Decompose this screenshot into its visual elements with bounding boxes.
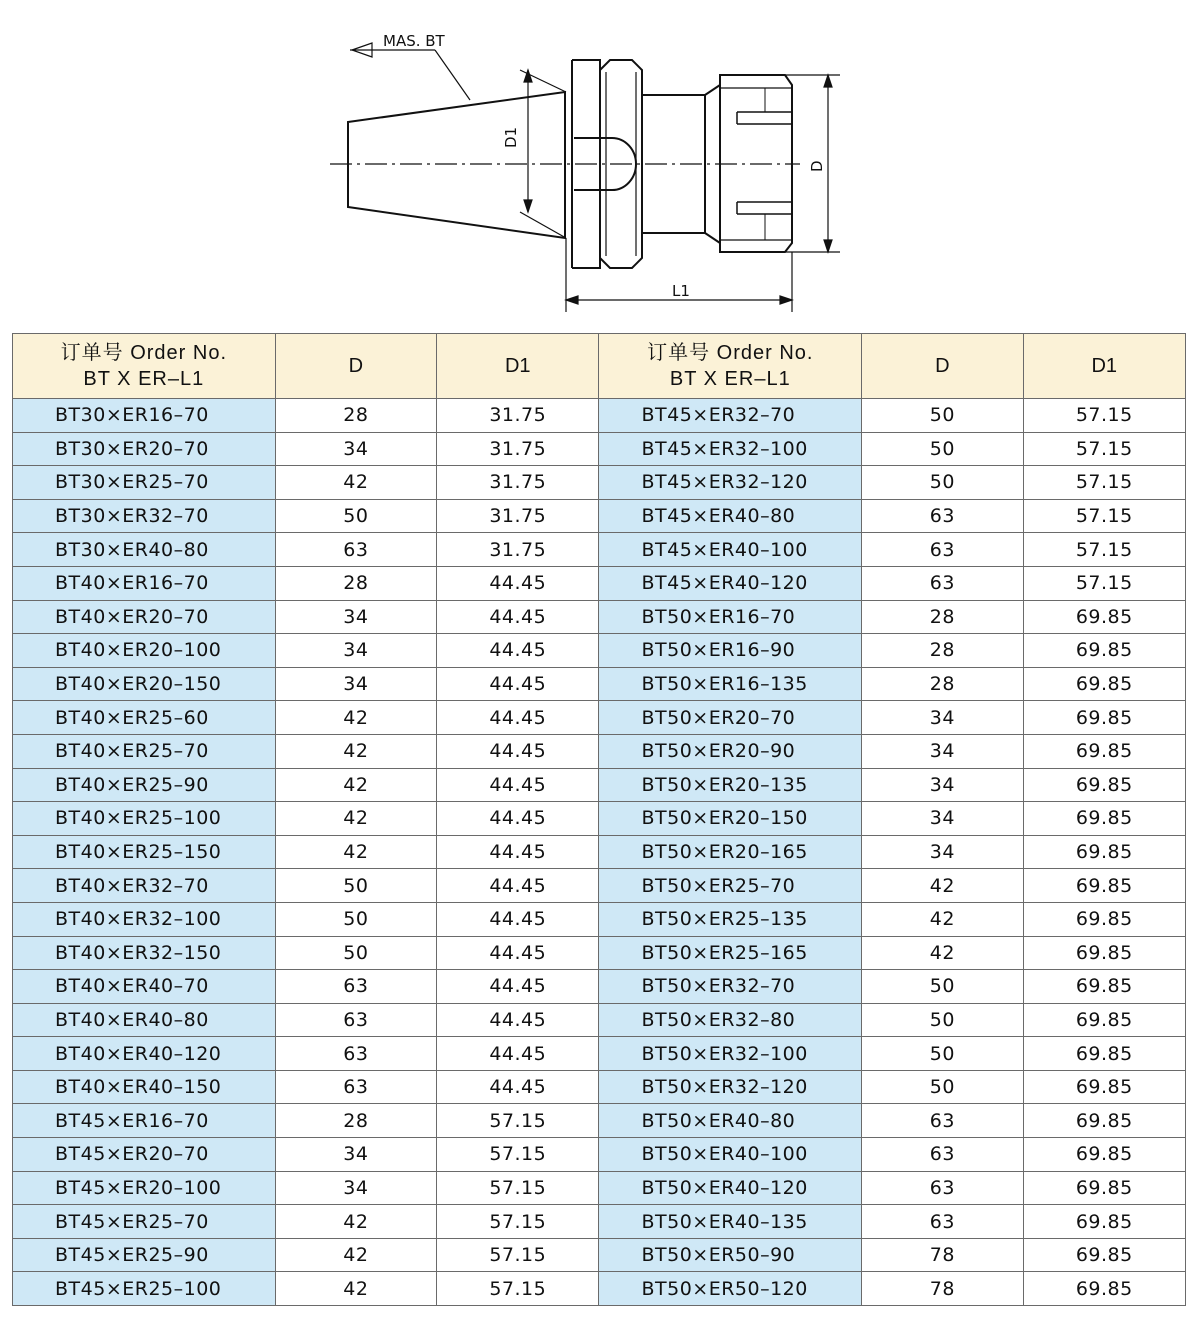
cell-order-no-left: BT30×ER20–70	[13, 432, 276, 466]
cell-order-no-right: BT50×ER25–165	[599, 936, 862, 970]
l1-label: L1	[672, 282, 690, 300]
cell-d-right: 78	[862, 1238, 1023, 1272]
cell-d-left: 50	[275, 902, 436, 936]
cell-order-no-left: BT40×ER40–80	[13, 1003, 276, 1037]
cell-d-right: 34	[862, 835, 1023, 869]
header-order-line1: 订单号 Order No.	[647, 342, 814, 364]
cell-d1-left: 31.75	[437, 399, 599, 433]
cell-d-right: 50	[862, 1070, 1023, 1104]
header-d1-left: D1	[437, 334, 599, 399]
cell-order-no-left: BT40×ER40–150	[13, 1070, 276, 1104]
cell-d-right: 63	[862, 1171, 1023, 1205]
cell-d1-left: 31.75	[437, 499, 599, 533]
cell-d1-left: 44.45	[437, 701, 599, 735]
cell-d1-right: 69.85	[1023, 667, 1185, 701]
cell-d-left: 63	[275, 970, 436, 1004]
cell-d1-right: 69.85	[1023, 768, 1185, 802]
cell-order-no-right: BT50×ER20–90	[599, 734, 862, 768]
cell-d-left: 50	[275, 869, 436, 903]
cell-d1-right: 69.85	[1023, 902, 1185, 936]
header-order-no-right	[599, 334, 862, 399]
cell-d-left: 63	[275, 1037, 436, 1071]
cell-d-right: 42	[862, 936, 1023, 970]
cell-d-left: 28	[275, 566, 436, 600]
cell-d1-right: 57.15	[1023, 499, 1185, 533]
cell-d1-left: 57.15	[437, 1272, 599, 1306]
cell-order-no-right: BT50×ER40–120	[599, 1171, 862, 1205]
cell-d1-left: 44.45	[437, 1037, 599, 1071]
cell-d-left: 34	[275, 1171, 436, 1205]
cell-d-right: 34	[862, 802, 1023, 836]
cell-order-no-left: BT30×ER25–70	[13, 466, 276, 500]
cell-d-right: 63	[862, 533, 1023, 567]
cell-d1-right: 57.15	[1023, 432, 1185, 466]
cell-d1-left: 44.45	[437, 1070, 599, 1104]
cell-d1-right: 57.15	[1023, 399, 1185, 433]
cell-d-right: 42	[862, 869, 1023, 903]
cell-d-left: 42	[275, 1238, 436, 1272]
cell-d1-left: 44.45	[437, 902, 599, 936]
cell-d1-right: 69.85	[1023, 869, 1185, 903]
table-row	[13, 499, 1186, 533]
cell-order-no-left: BT40×ER20–100	[13, 634, 276, 668]
table-row	[13, 466, 1186, 500]
cell-d1-left: 57.15	[437, 1205, 599, 1239]
cell-order-no-right: BT50×ER32–80	[599, 1003, 862, 1037]
cell-d-right: 28	[862, 667, 1023, 701]
cell-order-no-right: BT50×ER16–135	[599, 667, 862, 701]
cell-order-no-right: BT50×ER40–135	[599, 1205, 862, 1239]
cell-d-right: 34	[862, 734, 1023, 768]
taper-label: MAS. BT	[383, 32, 445, 50]
cell-d1-right: 69.85	[1023, 1138, 1185, 1172]
cell-order-no-left: BT45×ER25–100	[13, 1272, 276, 1306]
cell-d-right: 50	[862, 466, 1023, 500]
table-header	[13, 334, 1186, 399]
cell-d-left: 42	[275, 835, 436, 869]
cell-d-left: 28	[275, 399, 436, 433]
cell-order-no-right: BT45×ER32–70	[599, 399, 862, 433]
cell-order-no-right: BT45×ER32–100	[599, 432, 862, 466]
cell-d1-right: 69.85	[1023, 1272, 1185, 1306]
table-row	[13, 1037, 1186, 1071]
table-row	[13, 768, 1186, 802]
cell-d-left: 50	[275, 936, 436, 970]
cell-d1-right: 69.85	[1023, 1238, 1185, 1272]
cell-d1-left: 57.15	[437, 1138, 599, 1172]
cell-order-no-right: BT50×ER20–70	[599, 701, 862, 735]
cell-d1-right: 69.85	[1023, 1104, 1185, 1138]
cell-order-no-right: BT50×ER40–100	[599, 1138, 862, 1172]
table-row	[13, 1238, 1186, 1272]
cell-order-no-right: BT50×ER32–100	[599, 1037, 862, 1071]
table-body	[13, 399, 1186, 1306]
cell-d1-left: 44.45	[437, 566, 599, 600]
cell-d1-left: 31.75	[437, 432, 599, 466]
cell-order-no-right: BT50×ER16–90	[599, 634, 862, 668]
cell-order-no-left: BT40×ER25–90	[13, 768, 276, 802]
cell-order-no-left: BT40×ER40–120	[13, 1037, 276, 1071]
table-row	[13, 600, 1186, 634]
table-row	[13, 1205, 1186, 1239]
cell-d-right: 63	[862, 566, 1023, 600]
cell-d1-right: 69.85	[1023, 1070, 1185, 1104]
cell-order-no-right: BT50×ER25–70	[599, 869, 862, 903]
cell-order-no-right: BT45×ER32–120	[599, 466, 862, 500]
cell-d-right: 28	[862, 634, 1023, 668]
cell-d1-left: 44.45	[437, 734, 599, 768]
cell-d1-right: 69.85	[1023, 600, 1185, 634]
cell-order-no-left: BT40×ER20–150	[13, 667, 276, 701]
cell-order-no-left: BT40×ER32–70	[13, 869, 276, 903]
cell-order-no-left: BT40×ER25–100	[13, 802, 276, 836]
cell-d-left: 42	[275, 701, 436, 735]
cell-order-no-right: BT50×ER32–120	[599, 1070, 862, 1104]
cell-order-no-right: BT50×ER50–90	[599, 1238, 862, 1272]
tool-holder-svg	[0, 0, 1200, 330]
cell-d1-left: 44.45	[437, 970, 599, 1004]
cell-order-no-right: BT45×ER40–120	[599, 566, 862, 600]
table-row	[13, 936, 1186, 970]
cell-d-left: 42	[275, 1205, 436, 1239]
table-row	[13, 734, 1186, 768]
table-row	[13, 399, 1186, 433]
cell-d-left: 42	[275, 1272, 436, 1306]
cell-order-no-right: BT50×ER40–80	[599, 1104, 862, 1138]
cell-d-left: 63	[275, 1003, 436, 1037]
d-label: D	[808, 160, 826, 172]
spec-table	[12, 333, 1186, 1306]
cell-d-left: 28	[275, 1104, 436, 1138]
cell-d-right: 50	[862, 399, 1023, 433]
cell-order-no-left: BT30×ER16–70	[13, 399, 276, 433]
table-row	[13, 1070, 1186, 1104]
cell-d-right: 63	[862, 1104, 1023, 1138]
cell-d1-right: 57.15	[1023, 566, 1185, 600]
cell-d1-left: 57.15	[437, 1238, 599, 1272]
table-row	[13, 902, 1186, 936]
cell-order-no-right: BT50×ER32–70	[599, 970, 862, 1004]
cell-d-left: 63	[275, 533, 436, 567]
cell-order-no-left: BT30×ER32–70	[13, 499, 276, 533]
cell-d-right: 63	[862, 1205, 1023, 1239]
cell-d-left: 34	[275, 600, 436, 634]
header-order-line2: BT X ER–L1	[83, 368, 205, 390]
cell-d-right: 50	[862, 1003, 1023, 1037]
table-row	[13, 667, 1186, 701]
cell-d-left: 34	[275, 667, 436, 701]
table-row	[13, 1171, 1186, 1205]
cell-order-no-left: BT40×ER32–100	[13, 902, 276, 936]
cell-d-right: 34	[862, 768, 1023, 802]
header-d-right: D	[862, 334, 1023, 399]
table-row	[13, 566, 1186, 600]
cell-d1-left: 44.45	[437, 802, 599, 836]
cell-d-right: 42	[862, 902, 1023, 936]
cell-order-no-left: BT45×ER25–70	[13, 1205, 276, 1239]
cell-order-no-left: BT40×ER16–70	[13, 566, 276, 600]
table-row	[13, 970, 1186, 1004]
cell-d1-right: 69.85	[1023, 1003, 1185, 1037]
cell-d1-left: 44.45	[437, 600, 599, 634]
cell-order-no-left: BT45×ER25–90	[13, 1238, 276, 1272]
cell-d-left: 42	[275, 734, 436, 768]
header-order-no-left	[13, 334, 276, 399]
cell-d-left: 34	[275, 432, 436, 466]
cell-d1-left: 44.45	[437, 835, 599, 869]
cell-d1-left: 44.45	[437, 1003, 599, 1037]
cell-order-no-left: BT30×ER40–80	[13, 533, 276, 567]
cell-order-no-right: BT50×ER20–150	[599, 802, 862, 836]
header-d-left: D	[275, 334, 436, 399]
cell-order-no-left: BT45×ER20–70	[13, 1138, 276, 1172]
cell-d1-left: 44.45	[437, 869, 599, 903]
cell-d-right: 28	[862, 600, 1023, 634]
cell-d-left: 50	[275, 499, 436, 533]
tool-holder-drawing	[0, 0, 1200, 330]
cell-d1-right: 69.85	[1023, 835, 1185, 869]
cell-d-left: 34	[275, 634, 436, 668]
cell-d1-left: 44.45	[437, 936, 599, 970]
table-row	[13, 802, 1186, 836]
cell-d-right: 63	[862, 1138, 1023, 1172]
taper-outline	[348, 92, 565, 238]
cell-d1-left: 44.45	[437, 667, 599, 701]
cell-order-no-left: BT40×ER25–70	[13, 734, 276, 768]
cell-d1-right: 69.85	[1023, 1205, 1185, 1239]
cell-order-no-left: BT40×ER25–60	[13, 701, 276, 735]
cell-order-no-left: BT45×ER16–70	[13, 1104, 276, 1138]
cell-d1-left: 31.75	[437, 466, 599, 500]
header-row	[13, 334, 1186, 399]
cell-d-left: 42	[275, 466, 436, 500]
cell-d-right: 50	[862, 1037, 1023, 1071]
cell-d1-right: 69.85	[1023, 970, 1185, 1004]
cell-d1-left: 44.45	[437, 634, 599, 668]
cell-order-no-left: BT40×ER20–70	[13, 600, 276, 634]
cell-d1-right: 69.85	[1023, 1171, 1185, 1205]
cell-d-right: 63	[862, 499, 1023, 533]
cell-order-no-left: BT40×ER32–150	[13, 936, 276, 970]
cell-d1-right: 69.85	[1023, 802, 1185, 836]
table-row	[13, 533, 1186, 567]
d1-label: D1	[502, 126, 520, 148]
header-order-line1: 订单号 Order No.	[60, 342, 227, 364]
cell-d1-left: 57.15	[437, 1171, 599, 1205]
cell-d-right: 78	[862, 1272, 1023, 1306]
cell-d-left: 63	[275, 1070, 436, 1104]
table-row	[13, 869, 1186, 903]
cell-d-left: 42	[275, 768, 436, 802]
header-order-line2: BT X ER–L1	[669, 368, 791, 390]
cell-d1-left: 44.45	[437, 768, 599, 802]
cell-order-no-right: BT50×ER20–135	[599, 768, 862, 802]
table-row	[13, 701, 1186, 735]
cell-order-no-left: BT40×ER25–150	[13, 835, 276, 869]
cell-d1-right: 57.15	[1023, 466, 1185, 500]
cell-order-no-right: BT50×ER25–135	[599, 902, 862, 936]
cell-d-right: 50	[862, 970, 1023, 1004]
cell-d-right: 50	[862, 432, 1023, 466]
cell-order-no-right: BT50×ER16–70	[599, 600, 862, 634]
header-d1-right: D1	[1023, 334, 1185, 399]
cell-d-left: 34	[275, 1138, 436, 1172]
cell-order-no-left: BT45×ER20–100	[13, 1171, 276, 1205]
cell-d-right: 34	[862, 701, 1023, 735]
cell-order-no-right: BT45×ER40–80	[599, 499, 862, 533]
cell-d-left: 42	[275, 802, 436, 836]
cell-d1-right: 57.15	[1023, 533, 1185, 567]
cell-d1-right: 69.85	[1023, 936, 1185, 970]
cell-order-no-left: BT40×ER40–70	[13, 970, 276, 1004]
cell-order-no-right: BT50×ER50–120	[599, 1272, 862, 1306]
cell-d1-left: 57.15	[437, 1104, 599, 1138]
cell-d1-left: 31.75	[437, 533, 599, 567]
table-row	[13, 634, 1186, 668]
table-row	[13, 835, 1186, 869]
cell-d1-right: 69.85	[1023, 734, 1185, 768]
cell-d1-right: 69.85	[1023, 1037, 1185, 1071]
table-row	[13, 1003, 1186, 1037]
table-row	[13, 432, 1186, 466]
cell-d1-right: 69.85	[1023, 634, 1185, 668]
table-row	[13, 1138, 1186, 1172]
table-row	[13, 1104, 1186, 1138]
table-row	[13, 1272, 1186, 1306]
cell-order-no-right: BT50×ER20–165	[599, 835, 862, 869]
cell-d1-right: 69.85	[1023, 701, 1185, 735]
cell-order-no-right: BT45×ER40–100	[599, 533, 862, 567]
